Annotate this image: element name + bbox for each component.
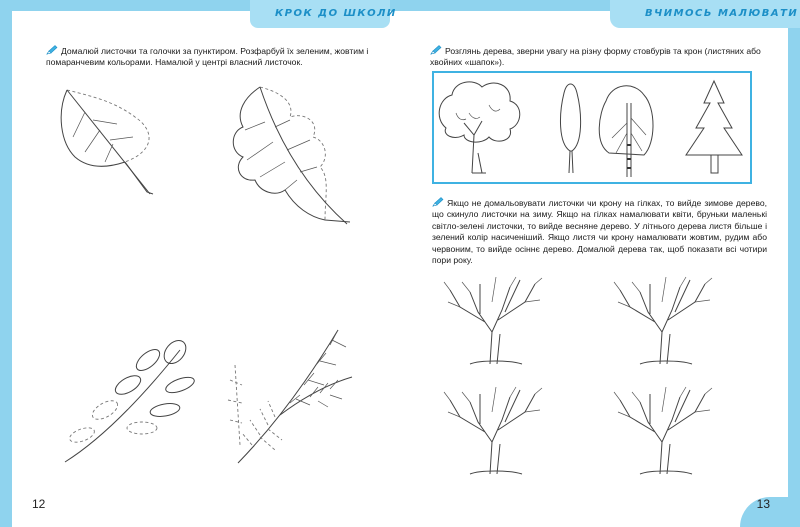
pencil-icon xyxy=(432,197,444,207)
bare-tree-4 xyxy=(610,382,720,482)
round-tree-drawing xyxy=(439,82,520,173)
task-tree-shapes xyxy=(430,45,770,69)
pencil-icon xyxy=(46,45,58,55)
task-seasons xyxy=(432,197,767,266)
task-tree-shapes-text: Розглянь дерева, зверни увагу на різну форму стовбурів та крон (листяних або хвойних «шапок»). xyxy=(430,46,761,68)
page-number-right: 13 xyxy=(756,497,770,511)
page-number-left: 12 xyxy=(32,497,46,511)
leaf-drawing-2 xyxy=(225,82,355,232)
leaf-drawing-4 xyxy=(220,325,360,470)
bare-tree-3 xyxy=(440,382,550,482)
task-leaves-text: Домалюй листочки та голочки за пунктиром. Розфарбуй їх зеленим, жовтим і помаранчевим кольорами. Намалюй у центрі власний листочок. xyxy=(46,46,369,68)
section-title-left: КРОК ДО ШКОЛИ xyxy=(275,8,397,19)
pencil-icon xyxy=(430,45,442,55)
leaf-drawing-3 xyxy=(60,330,200,470)
birch-tree-drawing xyxy=(599,86,653,177)
section-title-right: ВЧИМОСЬ МАЛЮВАТИ xyxy=(645,8,799,19)
poplar-tree-drawing xyxy=(560,84,580,173)
page-corner-decoration xyxy=(740,497,800,527)
task-leaves xyxy=(46,45,376,69)
bare-tree-2 xyxy=(610,272,720,372)
task-seasons-text: Якщо не домальовувати листочки чи крону на гілках, то вийде зимове дерево, що скинуло листочки на зиму. Якщо на гілках намалювати квіти, бруньки маленькі світло-зелені листочки, то вийде весняне дерево. У літнього дерева листя більше і зелений колір насиченіший. Якщо листя чи крону намалювати жовтим, рудим або червоним, то вийде осіннє дерево. Домалюй дерева так, щоб показати всі чотири пори року. xyxy=(432,198,767,266)
tree-examples xyxy=(434,73,750,182)
tree-examples-box xyxy=(432,71,752,184)
bare-tree-1 xyxy=(440,272,550,372)
page-frame-left xyxy=(0,0,12,527)
leaf-drawing-1 xyxy=(55,82,165,202)
spruce-tree-drawing xyxy=(686,81,742,173)
page-frame-right xyxy=(788,0,800,527)
